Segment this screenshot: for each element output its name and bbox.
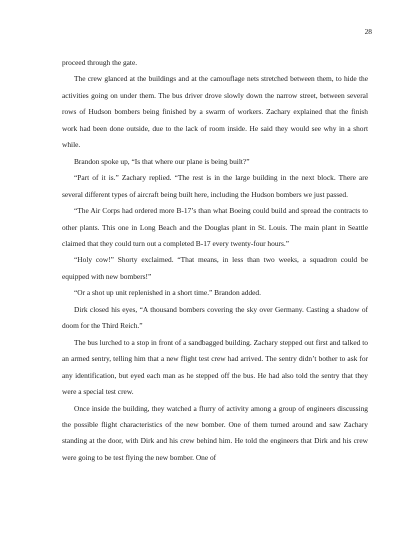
paragraph: Brandon spoke up, “Is that where our plane is being built?” bbox=[74, 156, 250, 166]
paragraph: “Holy cow!” Shorty exclaimed. “That means, in less than two weeks, a squadron could be equipped with new bombers!” bbox=[62, 255, 368, 281]
paragraph: Once inside the building, they watched a flurry of activity among a group of engineers discussing the possible flight characteristics of the new bomber. One of them turned around and saw Zachary standing at the door, with Dirk and his crew behind him. He told the engineers that Dirk and his crew were going to be test flying the new bomber. One of bbox=[62, 403, 368, 462]
page-number: 28 bbox=[364, 27, 372, 36]
paragraph: “Part of it is.” Zachary replied. “The rest is in the large building in the next block. There are several different types of aircraft being built here, including the Hudson bombers we just passed. bbox=[62, 173, 368, 199]
body-text bbox=[62, 55, 368, 466]
paragraph: The crew glanced at the buildings and at the camouflage nets stretched between them, to hide the activities going on under them. The bus driver drove slowly down the narrow street, between several rows of Hudson bombers being finished by a swarm of workers. Zachary explained that the finish work had been done outside, due to the lack of room inside. He said they would see why in a short while. bbox=[62, 74, 368, 150]
paragraph: “The Air Corps had ordered more B-17’s than what Boeing could build and spread the contracts to other plants. This one in Long Beach and the Douglas plant in St. Louis. The main plant in Seattle claimed that they could turn out a completed B-17 every twenty-four hours.” bbox=[62, 206, 368, 248]
paragraph: Dirk closed his eyes, “A thousand bombers covering the sky over Germany. Casting a shadow of doom for the Third Reich.” bbox=[62, 304, 368, 331]
paragraph: “Or a shot up unit replenished in a short time.” Brandon added. bbox=[74, 288, 261, 298]
paragraph: The bus lurched to a stop in front of a sandbagged building. Zachary stepped out first and talked to an armed sentry, telling him that a new flight test crew had arrived. The sentry didn’t bother to ask for any identification, but eyed each man as he stepped off the bus. He had also told the sentry that they were a special test crew. bbox=[62, 337, 368, 397]
paragraph: proceed through the gate. bbox=[62, 58, 138, 67]
